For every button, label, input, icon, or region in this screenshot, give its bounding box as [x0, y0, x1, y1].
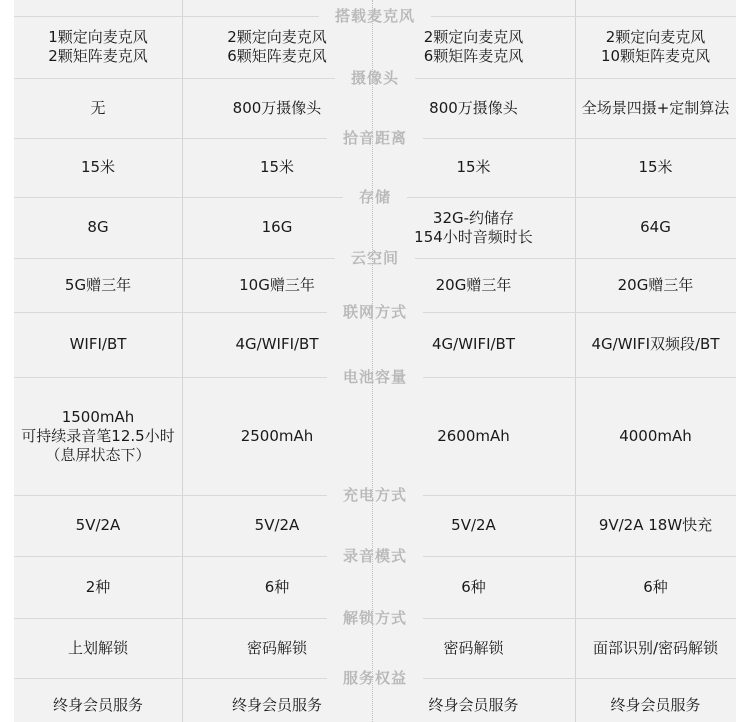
section-header	[14, 6, 736, 26]
spec-value	[53, 696, 143, 715]
spec-value	[640, 218, 671, 237]
spec-value-line: WIFI/BT	[69, 335, 127, 353]
spec-cell	[372, 148, 575, 187]
spec-value	[65, 276, 131, 295]
spec-cell	[372, 688, 575, 722]
spec-value-line: 64G	[640, 218, 671, 236]
section-header	[14, 546, 736, 566]
spec-row	[14, 688, 736, 722]
spec-value-line: 上划解锁	[67, 638, 128, 657]
spec-value	[414, 209, 533, 247]
spec-value	[619, 427, 692, 446]
section-title: 搭载麦克风	[334, 7, 415, 25]
spec-value-line: 154小时音频时长	[414, 227, 533, 246]
spec-value	[461, 578, 486, 597]
spec-value	[90, 99, 105, 118]
spec-cell	[14, 26, 182, 68]
spec-cell	[182, 628, 372, 668]
section-title: 摄像头	[350, 69, 399, 87]
section-title: 解锁方式	[342, 609, 407, 627]
spec-cell	[372, 505, 575, 546]
spec-value	[643, 578, 668, 597]
spec-value-line: 1500mAh	[61, 407, 135, 426]
spec-cell	[575, 688, 736, 722]
section-title: 云空间	[350, 249, 399, 267]
spec-value-line: 1颗定向麦克风	[48, 28, 148, 46]
spec-cell	[14, 505, 182, 546]
spec-value-line: 密码解锁	[246, 638, 307, 657]
spec-row	[14, 148, 736, 187]
spec-value-line: 15米	[638, 158, 673, 176]
spec-value-line: 面部识别/密码解锁	[592, 638, 719, 657]
spec-value	[232, 696, 322, 715]
spec-value-line: 20G赠三年	[435, 275, 512, 294]
spec-value-line: 终身会员服务	[52, 695, 143, 714]
spec-value	[456, 158, 490, 177]
spec-cell	[14, 628, 182, 668]
spec-value-line: 2颗定向麦克风	[423, 28, 524, 46]
spec-comparison-table	[14, 0, 736, 722]
spec-value	[428, 696, 518, 715]
section-header	[14, 68, 736, 88]
spec-value-line: 4G/WIFI双频段/BT	[591, 335, 720, 353]
spec-value	[239, 276, 315, 295]
spec-cell	[575, 387, 736, 485]
spec-value	[227, 28, 327, 66]
spec-value-line: 6种	[461, 577, 486, 596]
spec-value	[262, 218, 293, 237]
spec-value	[432, 335, 515, 354]
spec-value-line: 2600mAh	[437, 426, 510, 445]
spec-value-line: 5G赠三年	[64, 275, 132, 294]
spec-value-line: 5V/2A	[254, 516, 300, 534]
spec-value-line: 20G赠三年	[617, 275, 694, 294]
spec-cell	[575, 207, 736, 248]
spec-value-line: 32G-约储存	[432, 208, 515, 227]
spec-cell	[14, 88, 182, 128]
spec-cell	[575, 628, 736, 668]
spec-value-line: 终身会员服务	[428, 695, 519, 714]
spec-value-line: 4G/WIFI/BT	[235, 335, 319, 353]
spec-value	[618, 276, 694, 295]
spec-cell	[575, 148, 736, 187]
spec-cell	[372, 628, 575, 668]
spec-row	[14, 268, 736, 302]
spec-value	[591, 335, 719, 354]
spec-row	[14, 88, 736, 128]
spec-cell	[182, 505, 372, 546]
spec-value	[593, 639, 718, 658]
spec-value-line: 4000mAh	[619, 426, 692, 445]
spec-cell	[182, 688, 372, 722]
spec-value-line: （息屏状态下）	[45, 445, 151, 464]
spec-cell	[14, 268, 182, 302]
spec-cell	[182, 268, 372, 302]
spec-value	[599, 516, 712, 535]
spec-value	[233, 99, 322, 118]
section-title: 存储	[358, 188, 391, 206]
spec-value-line: 密码解锁	[443, 638, 504, 657]
spec-value	[87, 218, 108, 237]
spec-value-line: 15米	[259, 158, 295, 176]
spec-cell	[14, 322, 182, 367]
section-header	[14, 302, 736, 322]
spec-value-line: 5V/2A	[75, 516, 121, 534]
spec-value	[424, 28, 524, 66]
section-header	[14, 187, 736, 207]
section-title: 充电方式	[342, 486, 407, 504]
spec-value	[443, 639, 503, 658]
spec-value-line: 2500mAh	[240, 426, 314, 445]
spec-value	[70, 335, 127, 354]
section-header	[14, 367, 736, 387]
spec-value-line: 15米	[456, 158, 491, 176]
spec-value	[638, 158, 672, 177]
spec-cell	[575, 88, 736, 128]
spec-cell	[182, 387, 372, 485]
spec-cell	[14, 148, 182, 187]
spec-value-line: 2种	[85, 577, 111, 596]
spec-value	[255, 516, 300, 535]
spec-value	[451, 516, 496, 535]
spec-cell	[372, 207, 575, 248]
spec-cell	[372, 268, 575, 302]
spec-value	[429, 99, 518, 118]
spec-cell	[372, 26, 575, 68]
spec-value-line: 无	[90, 98, 106, 117]
spec-value-line: 6颗矩阵麦克风	[423, 47, 524, 65]
spec-cell	[14, 387, 182, 485]
spec-cell	[372, 566, 575, 608]
spec-value	[81, 158, 115, 177]
section-header	[14, 608, 736, 628]
section-header	[14, 248, 736, 268]
spec-cell	[372, 322, 575, 367]
spec-value	[21, 408, 174, 465]
section-header	[14, 128, 736, 148]
spec-value	[610, 696, 700, 715]
spec-value-line: 8G	[87, 218, 109, 236]
spec-value	[235, 335, 318, 354]
spec-cell	[372, 387, 575, 485]
spec-value	[582, 99, 730, 118]
spec-cell	[14, 207, 182, 248]
spec-cell	[182, 322, 372, 367]
spec-value-line: 15米	[80, 158, 116, 176]
spec-value	[86, 578, 111, 597]
spec-value-line: 10G赠三年	[239, 275, 315, 294]
spec-value	[247, 639, 307, 658]
spec-cell	[575, 505, 736, 546]
spec-cell	[182, 26, 372, 68]
spec-value-line: 可持续录音笔12.5小时	[21, 426, 175, 445]
spec-value	[48, 28, 148, 66]
spec-value	[436, 276, 512, 295]
spec-cell	[575, 322, 736, 367]
spec-value-line: 终身会员服务	[610, 695, 701, 714]
spec-row	[14, 628, 736, 668]
spec-cell	[14, 566, 182, 608]
spec-value-line: 终身会员服务	[231, 695, 322, 714]
spec-value	[68, 639, 128, 658]
spec-cell	[182, 566, 372, 608]
spec-cell	[372, 88, 575, 128]
spec-value	[437, 427, 510, 446]
section-title: 电池容量	[342, 368, 407, 386]
spec-value	[265, 578, 290, 597]
section-title: 拾音距离	[342, 129, 407, 147]
spec-value-line: 2颗矩阵麦克风	[48, 47, 148, 65]
spec-value-line: 800万摄像头	[429, 98, 518, 117]
spec-value-line: 全场景四摄+定制算法	[581, 98, 730, 117]
spec-value	[241, 427, 314, 446]
spec-value-line: 5V/2A	[451, 516, 496, 534]
spec-row	[14, 566, 736, 608]
spec-cell	[182, 148, 372, 187]
section-title: 录音模式	[342, 547, 407, 565]
spec-value-line: 6种	[643, 577, 668, 596]
spec-value-line: 10颗矩阵麦克风	[600, 47, 711, 65]
spec-row	[14, 26, 736, 68]
spec-value	[76, 516, 121, 535]
spec-cell	[575, 268, 736, 302]
spec-cell	[575, 566, 736, 608]
section-header	[14, 485, 736, 505]
section-title: 服务权益	[342, 669, 407, 687]
spec-value-line: 6颗矩阵麦克风	[227, 47, 327, 65]
section-header	[14, 668, 736, 688]
spec-row	[14, 322, 736, 367]
spec-value-line: 16G	[261, 218, 293, 236]
spec-value-line: 6种	[264, 577, 290, 596]
spec-value-line: 2颗定向麦克风	[605, 28, 706, 46]
spec-value-line: 800万摄像头	[232, 98, 322, 117]
spec-value	[601, 28, 710, 66]
spec-row	[14, 207, 736, 248]
spec-value-line: 9V/2A 18W快充	[598, 516, 713, 534]
spec-cell	[182, 88, 372, 128]
spec-row	[14, 505, 736, 546]
spec-cell	[14, 688, 182, 722]
spec-cell	[182, 207, 372, 248]
section-title: 联网方式	[342, 303, 407, 321]
spec-cell	[575, 26, 736, 68]
spec-value-line: 4G/WIFI/BT	[431, 335, 516, 353]
spec-value-line: 2颗定向麦克风	[227, 28, 327, 46]
spec-value	[260, 158, 294, 177]
spec-row	[14, 387, 736, 485]
